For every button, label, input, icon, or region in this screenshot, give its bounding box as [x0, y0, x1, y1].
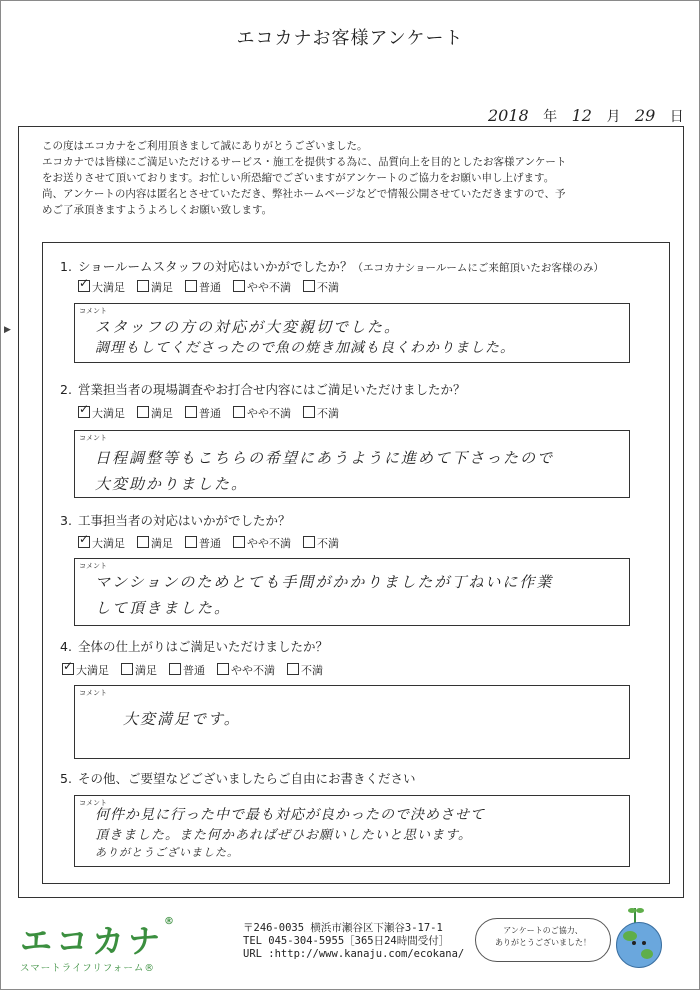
- date-month-unit: 月: [606, 109, 621, 125]
- date-day: 29: [634, 106, 656, 125]
- option-dissatisfied[interactable]: 不満: [287, 662, 323, 678]
- question-3: [60, 511, 290, 529]
- option-normal[interactable]: 普通: [185, 405, 221, 421]
- page-title: エコカナお客様アンケート: [236, 28, 464, 49]
- comment-line: して頂きました。: [95, 599, 232, 617]
- comment-label: コメント: [79, 307, 107, 315]
- intro-line: をお送りさせて頂いております。お忙しい所恐縮でございますがアンケートのご協力をお願い申し上げます。: [42, 172, 555, 184]
- rating-options-4: [62, 662, 335, 678]
- checkbox-icon[interactable]: [303, 536, 315, 548]
- comment-label: コメント: [79, 799, 107, 807]
- comment-line: 調理もしてくださったので魚の焼き加減も良くわかりました。: [95, 340, 515, 356]
- question-number: 3.: [60, 513, 72, 528]
- checkbox-icon[interactable]: [233, 280, 245, 292]
- intro-line: この度はエコカナをご利用頂きまして誠にありがとうございました。: [42, 140, 368, 152]
- comment-line: 頂きました。また何かあればぜひお願いしたいと思います。: [95, 828, 472, 843]
- question-text: 全体の仕上がりはご満足いただけましたか？: [77, 639, 328, 654]
- question-5: [60, 769, 415, 787]
- checkbox-icon[interactable]: [233, 536, 245, 548]
- sprout-leaf-icon: [628, 908, 636, 913]
- intro-line: 尚、アンケートの内容は匿名とさせていただき、弊社ホームページなどで情報公開させていただきますので、予: [42, 188, 566, 200]
- comment-line: 日程調整等もこちらの希望にあうように進めて下さったので: [95, 449, 555, 467]
- checkbox-icon[interactable]: [137, 406, 149, 418]
- checkbox-icon[interactable]: [185, 536, 197, 548]
- company-logo: [20, 916, 178, 974]
- option-normal[interactable]: 普通: [169, 662, 205, 678]
- option-very-satisfied[interactable]: ✓大満足: [78, 279, 125, 295]
- sprout-leaf-icon: [636, 908, 644, 913]
- checkbox-icon[interactable]: [303, 280, 315, 292]
- checkbox-checked-icon[interactable]: [78, 406, 90, 418]
- comment-box-1[interactable]: [74, 303, 630, 363]
- survey-date: [488, 106, 694, 126]
- earth-land-icon: [623, 931, 637, 941]
- checkbox-icon[interactable]: [137, 536, 149, 548]
- checkbox-icon[interactable]: [169, 663, 181, 675]
- date-month: 12: [571, 106, 592, 125]
- option-somewhat-dissatisfied[interactable]: やや不満: [233, 279, 291, 295]
- question-text: ショールームスタッフの対応はいかがでしたか？: [77, 259, 353, 274]
- option-dissatisfied[interactable]: 不満: [303, 535, 339, 551]
- option-satisfied[interactable]: 満足: [137, 405, 173, 421]
- option-normal[interactable]: 普通: [185, 535, 221, 551]
- comment-label: コメント: [79, 434, 107, 442]
- intro-text: [42, 138, 672, 218]
- comment-line: ありがとうございました。: [95, 846, 239, 859]
- comment-label: コメント: [79, 689, 107, 697]
- question-text: その他、ご要望などございましたらご自由にお書きください: [77, 771, 416, 786]
- option-satisfied[interactable]: 満足: [137, 279, 173, 295]
- logo-wordmark: [20, 916, 178, 962]
- question-number: 2.: [60, 382, 72, 397]
- earth-land-icon: [641, 949, 653, 959]
- checkbox-icon[interactable]: [287, 663, 299, 675]
- question-text: 営業担当者の現場調査やお打合せ内容にはご満足いただけましたか？: [77, 382, 466, 397]
- postal-address: 〒246-0035 横浜市瀬谷区下瀬谷3-17-1: [243, 922, 443, 934]
- checkbox-checked-icon[interactable]: [78, 280, 90, 292]
- phone-number[interactable]: TEL 045-304-5955［365日24時間受付］: [243, 935, 450, 947]
- comment-line: マンションのためとても手間がかかりましたが丁ねいに作業: [95, 573, 554, 591]
- question-4: [60, 637, 328, 655]
- comment-line: スタッフの方の対応が大変親切でした。: [95, 318, 402, 336]
- option-very-satisfied[interactable]: ✓大満足: [78, 535, 125, 551]
- question-number: 1.: [60, 259, 72, 274]
- option-satisfied[interactable]: 満足: [137, 535, 173, 551]
- checkbox-checked-icon[interactable]: [78, 536, 90, 548]
- thanks-line: ありがとうございました！: [495, 938, 591, 947]
- question-number: 5.: [60, 771, 72, 786]
- intro-line: めご了承頂きますようよろしくお願い致します。: [42, 204, 273, 216]
- margin-arrow-icon: ▶: [4, 325, 11, 335]
- checkbox-icon[interactable]: [185, 406, 197, 418]
- checkbox-icon[interactable]: [303, 406, 315, 418]
- thanks-speech-bubble: [475, 918, 611, 962]
- rating-options-2: [78, 405, 351, 421]
- question-1: [60, 257, 604, 275]
- comment-line: 大変満足です。: [123, 710, 241, 728]
- comment-box-5[interactable]: [74, 795, 630, 867]
- checkbox-icon[interactable]: [233, 406, 245, 418]
- comment-box-2[interactable]: [74, 430, 630, 498]
- comment-line: 何件か見に行った中で最も対応が良かったので決めさせて: [95, 807, 485, 823]
- rating-options-1: [78, 279, 351, 295]
- checkbox-checked-icon[interactable]: [62, 663, 74, 675]
- checkbox-icon[interactable]: [121, 663, 133, 675]
- checkbox-icon[interactable]: [137, 280, 149, 292]
- comment-box-4[interactable]: [74, 685, 630, 759]
- date-year-unit: 年: [543, 109, 558, 125]
- question-2: [60, 380, 465, 398]
- intro-line: エコカナでは皆様にご満足いただけるサービス・施工を提供する為に、品質向上を目的としたお客様アンケート: [42, 156, 567, 168]
- option-somewhat-dissatisfied[interactable]: やや不満: [233, 535, 291, 551]
- question-number: 4.: [60, 639, 72, 654]
- date-day-unit: 日: [669, 109, 684, 125]
- checkbox-icon[interactable]: [217, 663, 229, 675]
- option-satisfied[interactable]: 満足: [121, 662, 157, 678]
- option-dissatisfied[interactable]: 不満: [303, 279, 339, 295]
- question-text: 工事担当者の対応はいかがでしたか？: [77, 513, 291, 528]
- thanks-line: アンケートのご協力、: [503, 926, 583, 935]
- question-note: （エコカナショールームにご来館頂いたお客様のみ）: [352, 262, 604, 274]
- website-url[interactable]: URL :http://www.kanaju.com/ecokana/: [243, 948, 465, 960]
- option-normal[interactable]: 普通: [185, 279, 221, 295]
- contact-info: [243, 922, 464, 961]
- rating-options-3: [78, 535, 351, 551]
- earth-mascot-icon: [616, 922, 662, 968]
- date-year: 2018: [488, 106, 529, 125]
- mascot-eye-icon: [632, 941, 636, 945]
- comment-box-3[interactable]: [74, 558, 630, 626]
- registered-mark: ®: [164, 916, 179, 927]
- option-somewhat-dissatisfied[interactable]: やや不満: [217, 662, 275, 678]
- checkbox-icon[interactable]: [185, 280, 197, 292]
- logo-text: エコカナ: [20, 922, 165, 960]
- comment-line: 大変助かりました。: [95, 475, 249, 493]
- option-very-satisfied[interactable]: ✓大満足: [62, 662, 109, 678]
- option-dissatisfied[interactable]: 不満: [303, 405, 339, 421]
- comment-label: コメント: [79, 562, 107, 570]
- option-somewhat-dissatisfied[interactable]: やや不満: [233, 405, 291, 421]
- option-very-satisfied[interactable]: ✓大満足: [78, 405, 125, 421]
- mascot-eye-icon: [642, 941, 646, 945]
- logo-tagline: スマートライフリフォーム®: [20, 963, 155, 974]
